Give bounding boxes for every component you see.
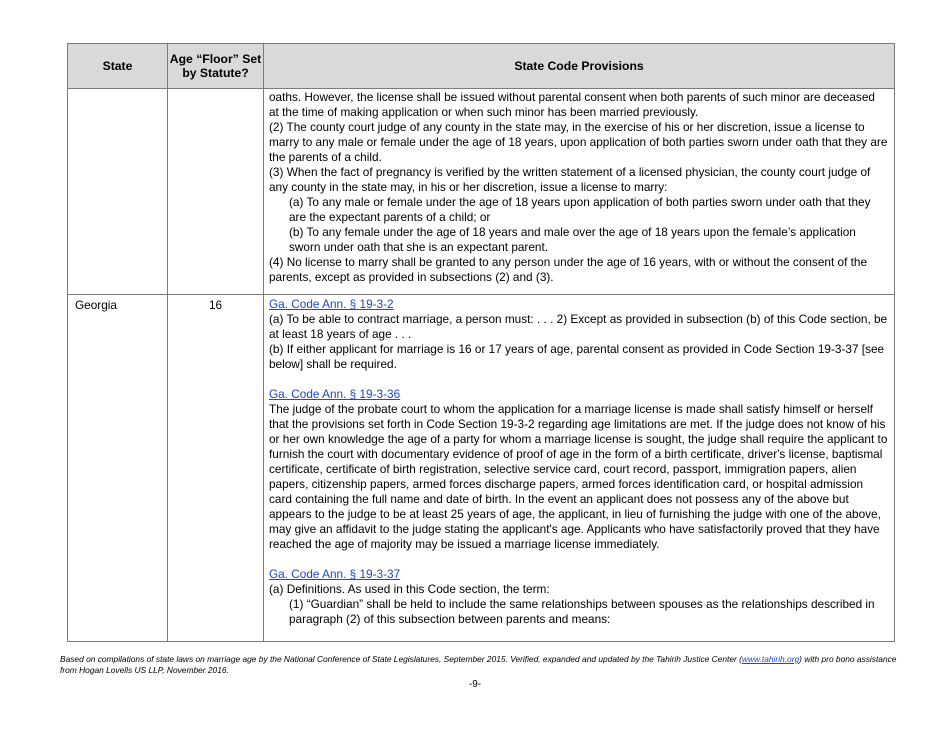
provision-paragraph: (b) If either applicant for marriage is 16 or 17 years of age, parental consent as provided in Code Section 19-3-37 [see below] shall be required. (269, 342, 885, 371)
provisions-text (269, 89, 888, 285)
header-age-floor: Age “Floor” Set by Statute? (168, 44, 264, 89)
provision-paragraph: (a) To any male or female under the age of 18 years upon application of both parties sworn under oath that they are the expectant parents of a child; or (289, 195, 871, 224)
footer-text: Based on compilations of state laws on marriage age by the National Conference of State Legislatures, September 2015. Verified, expanded and updated by the Tahirih Justice Center ( (60, 654, 742, 664)
provision-paragraph: (a) Definitions. As used in this Code section, the term: (269, 582, 550, 596)
table-header-row (68, 44, 895, 89)
header-provisions: State Code Provisions (264, 44, 895, 89)
page-number: -9- (468, 679, 482, 690)
provision-paragraph: (4) No license to marry shall be granted to any person under the age of 16 years, with or without the consent of the parents, except as provided in subsections (2) and (3). (269, 255, 868, 284)
footer-note (60, 654, 900, 675)
footer-text: ) with pro bono assistance from Hogan Lovells US LLP, November 2016. (60, 654, 897, 675)
provision-paragraph: (a) To be able to contract marriage, a person must: . . . 2) Except as provided in subsection (b) of this Code section, be at least 18 years of age . . . (269, 312, 888, 341)
citation-link[interactable]: Ga. Code Ann. § 19-3-2 (269, 297, 394, 311)
provisions-cell (264, 295, 895, 642)
citation-link[interactable]: Ga. Code Ann. § 19-3-37 (269, 567, 401, 581)
footer-link[interactable]: www.tahirih.org (741, 654, 800, 664)
age-cell (168, 89, 264, 295)
provision-paragraph: oaths. However, the license shall be issued without parental consent when both parents of such minor are deceased at the time of making application or when such minor has been married previously. (269, 90, 875, 119)
table-row (68, 295, 895, 642)
marriage-age-table (67, 43, 895, 642)
provision-paragraph: The judge of the probate court to whom the application for a marriage license is made shall satisfy himself or herself that the provisions set forth in Code Section 19-3-2 regarding age limitations are met. If the judge does not know of his or her own knowledge the age of a party for whom a marriage license is sought, the judge shall require the applicant to furnish the court with documentary evidence of proof of age in the form of a birth certificate, driver's license, baptismal certificate, certificate of birth registration, selective service card, court record, passport, immigration papers, alien papers, citizenship papers, armed forces discharge papers, armed forces identification card, or hospital admission card containing the full name and date of birth. In the event an applicant does not possess any of the above but appears to the judge to be at least 25 years of age, the applicant, in lieu of furnishing the judge with one of the above, may give an affidavit to the judge stating the applicant's age. Applicants who have satisfactorily proved that they have reached the age of majority may be issued a marriage license immediately. (269, 402, 888, 551)
state-cell: Georgia (68, 295, 168, 642)
provision-paragraph: (b) To any female under the age of 18 years and male over the age of 18 years upon the female’s application sworn under oath that she is an expectant parent. (289, 225, 856, 254)
provision-paragraph: (1) “Guardian” shall be held to include the same relationships between spouses as the relationships described in paragraph (2) of this subsection between parents and means: (289, 597, 875, 626)
provision-paragraph: (3) When the fact of pregnancy is verified by the written statement of a licensed physician, the county court judge of any county in the state may, in his or her discretion, issue a license to marry: (269, 165, 871, 194)
provisions-text (269, 295, 888, 627)
table-row (68, 89, 895, 295)
citation-link[interactable]: Ga. Code Ann. § 19-3-36 (269, 387, 401, 401)
header-state: State (68, 44, 168, 89)
provision-paragraph: (2) The county court judge of any county in the state may, in the exercise of his or her discretion, issue a license to marry to any male or female under the age of 18 years, upon application of both parties sworn under oath that they are the parents of a child. (269, 120, 888, 164)
age-cell: 16 (168, 295, 264, 642)
state-cell (68, 89, 168, 295)
provisions-cell (264, 89, 895, 295)
